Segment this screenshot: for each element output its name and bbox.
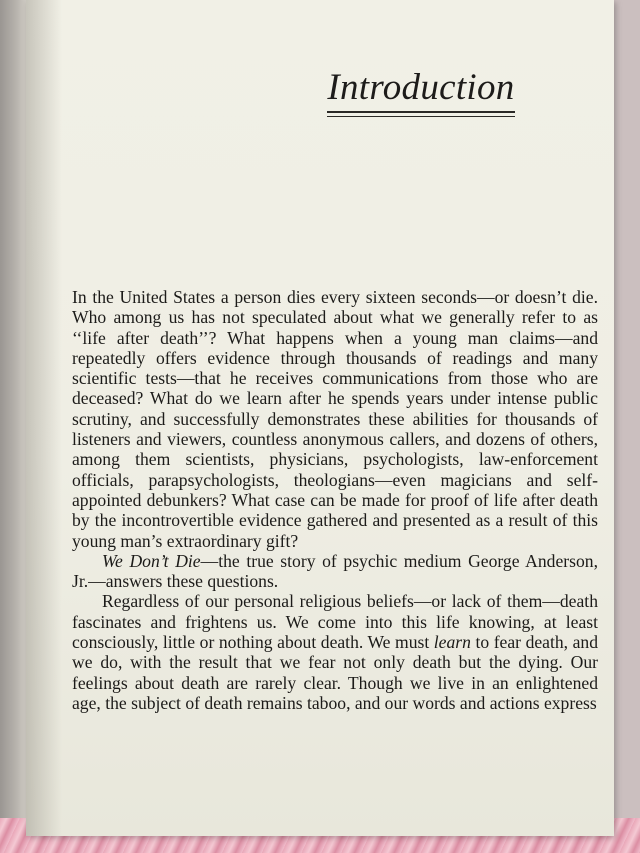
text-segment: to fear death, and we do, with the result that we fear not only death but the dying. Our feelings about death are rarely clear. Though we live in an enlightened age, the subject of death remains taboo, and our words and actions express — [72, 632, 599, 713]
book-title-italic: We Don’t Die — [102, 550, 201, 571]
emphasis-learn: learn — [433, 632, 471, 653]
body-text — [72, 287, 598, 713]
page-title: Introduction — [327, 66, 514, 113]
spine-shadow — [26, 0, 62, 836]
text-segment: —the true story of psychic medium George Anderson, Jr.—answers these questions. — [72, 550, 598, 592]
book-page — [26, 0, 614, 836]
left-page-edge — [0, 0, 28, 853]
paragraph-3 — [72, 591, 598, 713]
paragraph-1 — [72, 287, 598, 551]
title-block — [221, 66, 621, 113]
text-segment: In the United States a person dies every sixteen seconds—or doesn’t die. Who among us has not speculated about what we generally refer to as ‘‘life after death’’? What happens when a young man claims—and repeatedly offers evidence through thousands of readings and many scientific tests—that he receives communications from those who are deceased? What do we learn after he spends years under intense public scrutiny, and successfully demonstrates these abilities for thousands of listeners and viewers, countless anonymous callers, and dozens of others, among them scientists, physicians, psychologists, law-enforcement officials, parapsychologists, theologians—even magicians and self-appointed debunkers? What case can be made for proof of life after death by the incontrovertible evidence gathered and presented as a result of this young man’s extraordinary gift? — [72, 287, 598, 551]
paragraph-2 — [72, 551, 598, 592]
text-segment: Regardless of our personal religious beliefs—or lack of them—death fascinates and frightens us. We come into this life knowing, at least consciously, little or nothing about death. We must — [72, 591, 598, 653]
